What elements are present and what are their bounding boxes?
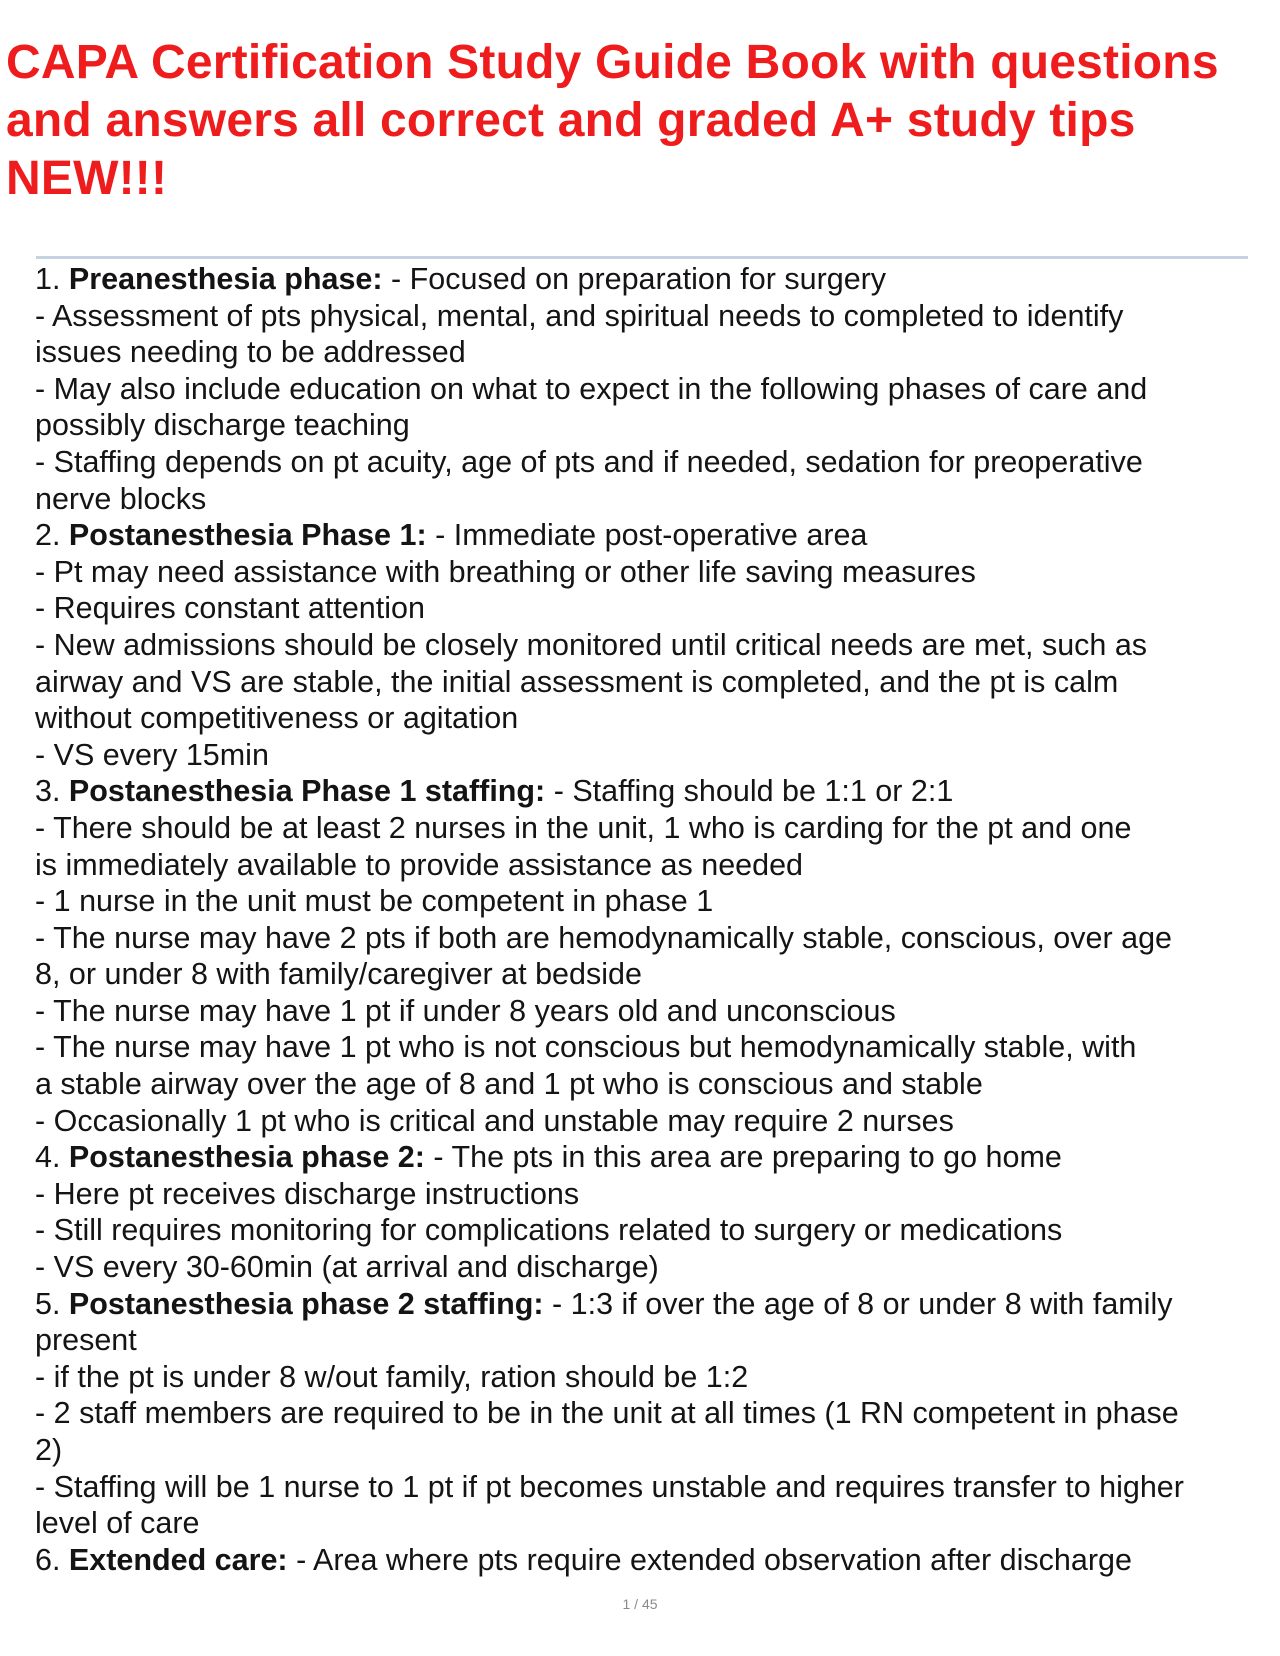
study-item-3 <box>35 773 1265 1139</box>
item-term: Postanesthesia Phase 1 staffing: <box>68 774 546 809</box>
item-detail-line: issues needing to be addressed <box>35 335 466 370</box>
item-detail-line: is immediately available to provide assistance as needed <box>35 847 804 882</box>
item-definition: - Area where pts require extended observation after discharge <box>296 1542 1132 1577</box>
item-detail-line: level of care <box>35 1506 200 1541</box>
item-heading-line <box>35 1542 1265 1579</box>
study-item-2 <box>35 517 1265 773</box>
item-term: Preanesthesia phase: <box>68 262 383 296</box>
item-term: Extended care: <box>68 1542 288 1577</box>
item-detail-line: without competitiveness or agitation <box>35 701 519 736</box>
item-definition: - Staffing should be 1:1 or 2:1 <box>553 774 954 809</box>
item-detail-line: nerve blocks <box>35 481 207 516</box>
item-detail-line: - Here pt receives discharge instructions <box>35 1176 580 1211</box>
item-detail-line: - New admissions should be closely monitored until critical needs are met, such as <box>35 627 1148 662</box>
item-detail-line: - May also include education on what to expect in the following phases of care and <box>35 371 1148 406</box>
document-title: CAPA Certification Study Guide Book with questions and answers all correct and graded A+ study tips NEW!!! <box>6 36 1219 205</box>
page-indicator: 1 / 45 <box>622 1596 658 1612</box>
item-detail-line: - Still requires monitoring for complications related to surgery or medications <box>35 1213 1063 1248</box>
item-definition: - 1:3 if over the age of 8 or under 8 with family <box>552 1286 1173 1321</box>
study-item-5 <box>35 1286 1265 1542</box>
study-guide-content <box>35 261 1265 1578</box>
study-item-4 <box>35 1139 1265 1285</box>
item-detail-line: 8, or under 8 with family/caregiver at bedside <box>35 957 642 992</box>
item-detail-line: - Occasionally 1 pt who is critical and unstable may require 2 nurses <box>35 1103 954 1138</box>
item-number: 5. <box>35 1286 61 1321</box>
item-heading-line <box>35 517 1265 554</box>
item-detail-line: 2) <box>35 1433 63 1467</box>
item-detail-line: - The nurse may have 2 pts if both are hemodynamically stable, conscious, over age <box>35 920 1173 955</box>
item-detail-line: - The nurse may have 1 pt if under 8 years old and unconscious <box>35 993 896 1028</box>
item-term: Postanesthesia phase 2 staffing: <box>68 1286 544 1321</box>
item-detail-line: - 2 staff members are required to be in the unit at all times (1 RN competent in phase <box>35 1396 1179 1431</box>
item-heading-line <box>35 1286 1265 1323</box>
item-number: 1. <box>35 262 61 296</box>
item-detail-line: - There should be at least 2 nurses in the unit, 1 who is carding for the pt and one <box>35 810 1132 845</box>
item-heading-line <box>35 261 1265 298</box>
item-detail-line: - Assessment of pts physical, mental, and spiritual needs to completed to identify <box>35 298 1124 333</box>
item-detail-line: present <box>35 1323 137 1358</box>
item-number: 4. <box>35 1140 61 1175</box>
item-number: 3. <box>35 774 61 809</box>
item-detail-line: - VS every 30-60min (at arrival and discharge) <box>35 1250 659 1285</box>
item-detail-line: possibly discharge teaching <box>35 408 410 443</box>
item-definition: - The pts in this area are preparing to go home <box>433 1140 1062 1175</box>
item-detail-line: - Pt may need assistance with breathing or other life saving measures <box>35 554 976 589</box>
item-number: 2. <box>35 518 61 553</box>
item-heading-line <box>35 773 1265 810</box>
study-item-1 <box>35 261 1265 517</box>
item-detail-line: - The nurse may have 1 pt who is not conscious but hemodynamically stable, with <box>35 1030 1137 1065</box>
item-detail-line: - VS every 15min <box>35 737 269 772</box>
item-detail-line: - Staffing depends on pt acuity, age of pts and if needed, sedation for preoperative <box>35 444 1143 479</box>
item-term: Postanesthesia Phase 1: <box>68 518 427 553</box>
item-definition: - Focused on preparation for surgery <box>391 262 887 296</box>
study-item-6 <box>35 1542 1265 1579</box>
item-definition: - Immediate post-operative area <box>435 518 868 553</box>
item-detail-line: - Requires constant attention <box>35 591 425 626</box>
item-heading-line <box>35 1139 1265 1176</box>
item-detail-line: a stable airway over the age of 8 and 1 pt who is conscious and stable <box>35 1067 983 1102</box>
item-detail-line: - 1 nurse in the unit must be competent in phase 1 <box>35 884 714 919</box>
item-detail-line: - Staffing will be 1 nurse to 1 pt if pt becomes unstable and requires transfer to higher <box>35 1469 1184 1504</box>
item-detail-line: airway and VS are stable, the initial assessment is completed, and the pt is calm <box>35 664 1119 699</box>
item-term: Postanesthesia phase 2: <box>68 1140 425 1175</box>
item-detail-line: - if the pt is under 8 w/out family, ration should be 1:2 <box>35 1359 749 1394</box>
title-divider <box>36 256 1248 259</box>
item-number: 6. <box>35 1542 61 1577</box>
